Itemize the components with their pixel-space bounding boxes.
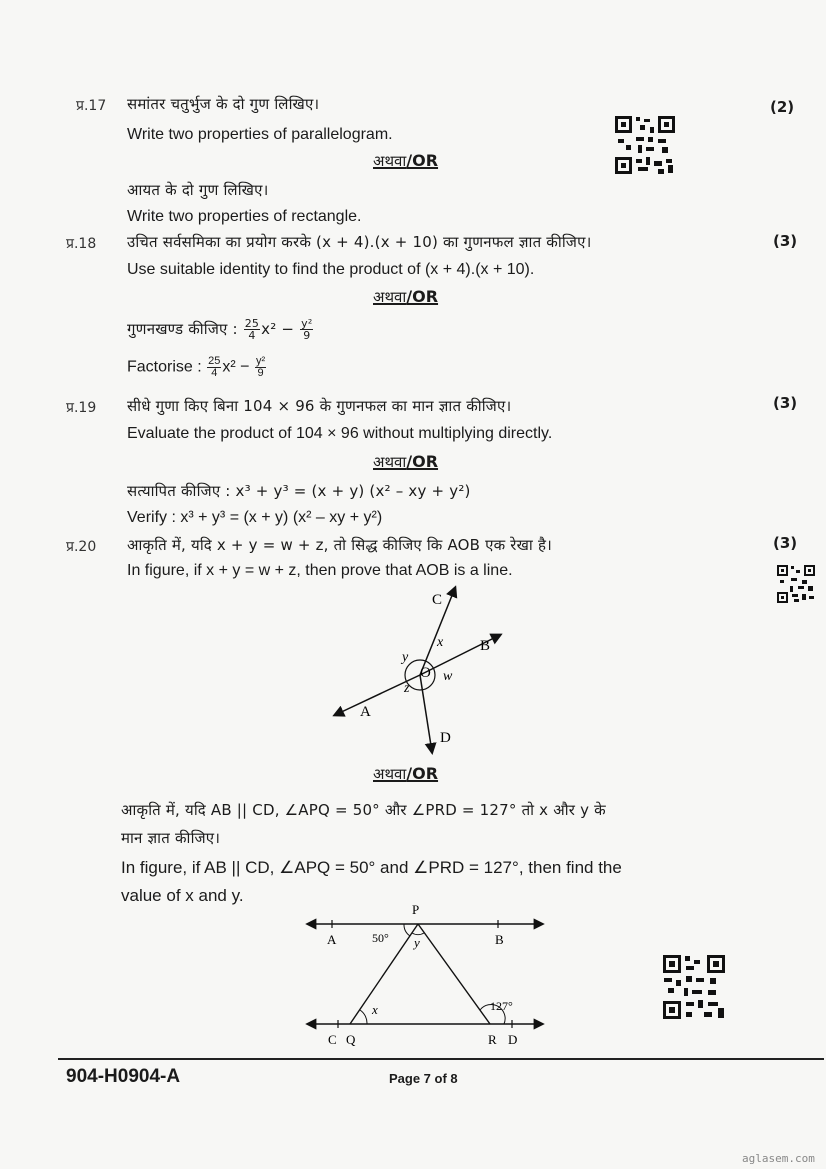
label-angle-127: 127° <box>490 999 513 1013</box>
page-number: Page 7 of 8 <box>389 1071 458 1086</box>
q18-alt-hindi: गुणनखण्ड कीजिए : $\frac{25}{4}$ x² − $\frac{\text{y²}}{9}$ <box>127 317 313 342</box>
label-b: B <box>480 638 491 654</box>
label-x: x <box>437 635 444 650</box>
q17-or-separator <box>373 151 438 171</box>
q18-or-separator <box>373 287 438 307</box>
q19-text-english: Evaluate the product of 104 × 96 without multiplying directly. <box>127 425 553 442</box>
q20-alt-hindi-line1: आकृति में, यदि AB || CD, ∠APQ = 50° और ∠PRD = 127° तो x और y के <box>121 801 606 819</box>
q18-number: प्र.18 <box>66 236 97 252</box>
label-r: R <box>488 1032 497 1047</box>
or-english: /OR <box>406 287 439 306</box>
q17-marks: (2) <box>770 98 795 116</box>
label-c: C <box>328 1032 337 1047</box>
factorise-label-hindi: गुणनखण्ड कीजिए : <box>127 320 238 338</box>
fraction-25-over-4: $\frac{25}{4}$ <box>244 317 260 342</box>
fraction-y2-over-9: $\frac{\text{y²}}{9}$ <box>301 317 313 342</box>
q19-alt-hindi: सत्यापित कीजिए : x³ + y³ = (x + y) (x² – xy + y²) <box>127 482 471 500</box>
q19-or-separator <box>373 452 438 472</box>
paper-code: 904-H0904-A <box>66 1066 181 1087</box>
or-english: /OR <box>406 151 439 170</box>
q20-alt-english-line1: In figure, if AB || CD, ∠APQ = 50° and ∠PRD = 127°, then find the <box>121 858 622 877</box>
q17-alt-hindi: आयत के दो गुण लिखिए। <box>127 181 269 199</box>
q18-marks: (3) <box>773 232 798 250</box>
label-o: O <box>420 665 431 681</box>
angle-arc-x <box>360 1010 367 1024</box>
q19-text-hindi: सीधे गुणा किए बिना 104 × 96 के गुणनफल का मान ज्ञात कीजिए। <box>127 397 512 415</box>
or-hindi: अथवा <box>373 453 407 471</box>
q17-number: प्र.17 <box>76 98 107 114</box>
q20-alt-english-line2: value of x and y. <box>121 886 244 905</box>
line-pr <box>418 924 490 1024</box>
angle-arc-50 <box>404 924 410 936</box>
q18-alt-english: Factorise : $\frac{25}{4}$ x² − $\frac{\text{y²}}{9}$ <box>127 355 266 379</box>
q20-or-separator <box>373 764 438 784</box>
or-hindi: अथवा <box>373 765 407 783</box>
label-c: C <box>432 592 443 608</box>
label-y: y <box>402 650 409 665</box>
label-a: A <box>327 932 337 947</box>
or-hindi: अथवा <box>373 288 407 306</box>
label-angle-50: 50° <box>372 931 389 945</box>
qr-code-icon <box>662 954 726 1020</box>
label-w: w <box>443 669 453 684</box>
factorise-label-english: Factorise : <box>127 358 202 376</box>
label-z: z <box>404 681 410 696</box>
q17-alt-english: Write two properties of rectangle. <box>127 208 362 225</box>
fraction-25-over-4: $\frac{25}{4}$ <box>208 355 221 379</box>
q20-alt-hindi-line2: मान ज्ञात कीजिए। <box>121 829 221 847</box>
qr-code-icon <box>614 115 676 175</box>
or-english: /OR <box>406 452 439 471</box>
q18-text-english: Use suitable identity to find the product of (x + 4).(x + 10). <box>127 261 535 278</box>
figure-parallel-lines <box>300 900 550 1050</box>
label-y: y <box>414 935 420 950</box>
q20-text-hindi: आकृति में, यदि x + y = w + z, तो सिद्ध कीजिए कि AOB एक रेखा है। <box>127 536 553 554</box>
footer-divider <box>58 1058 824 1060</box>
watermark: aglasem.com <box>742 1152 815 1165</box>
or-hindi: अथवा <box>373 152 407 170</box>
label-x: x <box>372 1002 378 1017</box>
q20-marks: (3) <box>773 534 798 552</box>
label-p: P <box>412 902 420 917</box>
q19-number: प्र.19 <box>66 400 97 416</box>
q17-text-hindi: समांतर चतुर्भुज के दो गुण लिखिए। <box>127 95 320 113</box>
figure-lines-through-o <box>320 580 520 760</box>
q18-text-hindi: उचित सर्वसमिका का प्रयोग करके (x + 4).(x + 10) का गुणनफल ज्ञात कीजिए। <box>127 233 592 251</box>
or-english: /OR <box>406 764 439 783</box>
q20-number: प्र.20 <box>66 539 97 555</box>
q20-text-english: In figure, if x + y = w + z, then prove that AOB is a line. <box>127 562 513 579</box>
q17-text-english: Write two properties of parallelogram. <box>127 126 393 143</box>
label-q: Q <box>346 1032 356 1047</box>
q19-alt-english: Verify : x³ + y³ = (x + y) (x² – xy + y²) <box>127 509 383 526</box>
qr-code-icon <box>776 564 816 604</box>
q19-marks: (3) <box>773 394 798 412</box>
fraction-y2-over-9: $\frac{\text{y²}}{9}$ <box>255 355 266 379</box>
label-d: D <box>508 1032 518 1047</box>
label-a: A <box>360 704 371 720</box>
label-d: D <box>440 730 451 746</box>
label-b: B <box>495 932 504 947</box>
